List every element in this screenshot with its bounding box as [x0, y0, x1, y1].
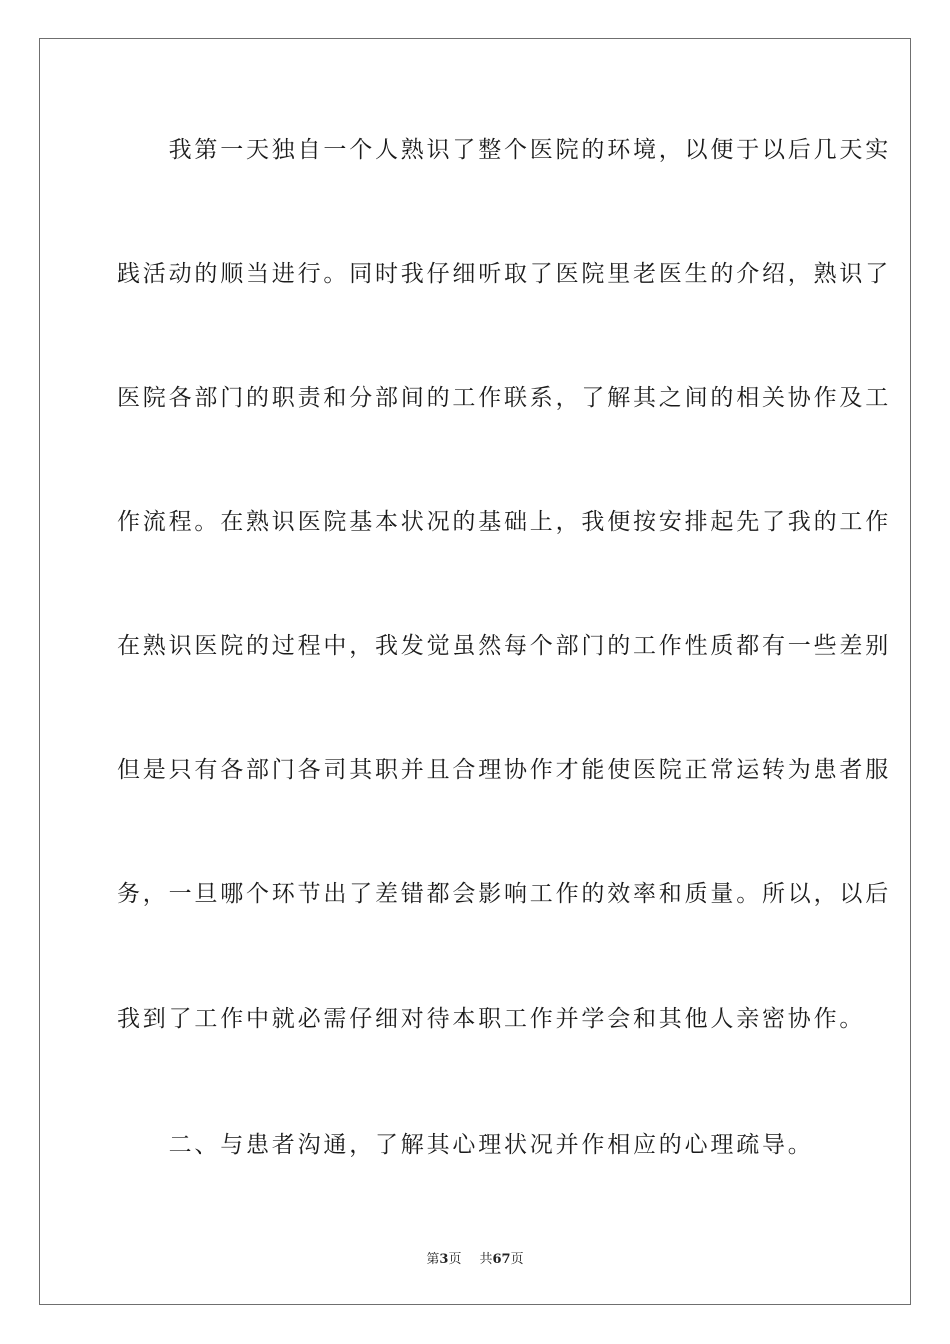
body-line-7: 务，一旦哪个环节出了差错都会影响工作的效率和质量。所以，以后	[117, 881, 891, 907]
total-suffix: 页	[510, 1252, 524, 1267]
body-line-6: 但是只有各部门各司其职并且合理协作才能使医院正常运转为患者服	[117, 757, 891, 783]
body-line-5: 在熟识医院的过程中，我发觉虽然每个部门的工作性质都有一些差别	[117, 633, 891, 659]
body-line-4: 作流程。在熟识医院基本状况的基础上，我便按安排起先了我的工作	[117, 509, 891, 535]
total-prefix: 共	[479, 1252, 493, 1267]
page-border	[39, 38, 911, 1305]
body-line-1: 我第一天独自一个人熟识了整个医院的环境，以便于以后几天实	[117, 137, 891, 163]
total-pages: 67	[492, 1252, 511, 1267]
page-suffix: 页	[448, 1252, 462, 1267]
section-heading: 二、与患者沟通，了解其心理状况并作相应的心理疏导。	[117, 1132, 814, 1158]
body-line-8: 我到了工作中就必需仔细对待本职工作并学会和其他人亲密协作。	[117, 1006, 866, 1032]
page-footer	[0, 1248, 950, 1267]
body-line-2: 践活动的顺当进行。同时我仔细听取了医院里老医生的介绍，熟识了	[117, 261, 891, 287]
page-prefix: 第	[426, 1252, 440, 1267]
page-number: 3	[439, 1252, 449, 1267]
body-line-3: 医院各部门的职责和分部间的工作联系，了解其之间的相关协作及工	[117, 385, 891, 411]
